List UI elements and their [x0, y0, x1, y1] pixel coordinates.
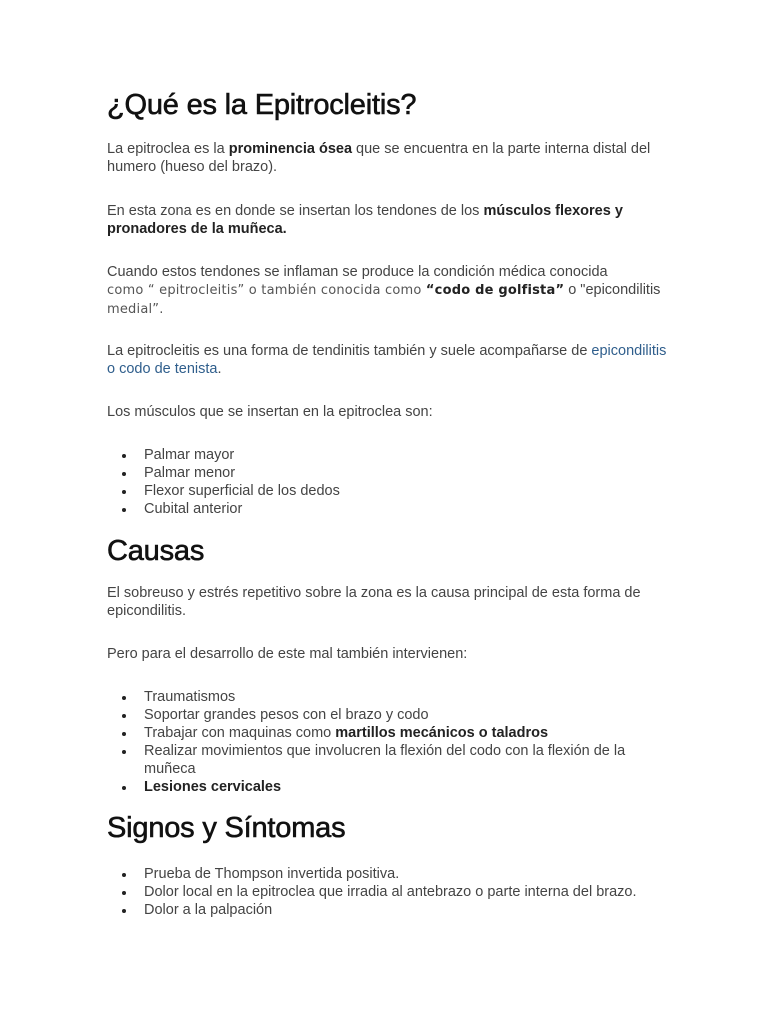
heading-signos: Signos y Síntomas: [107, 812, 346, 844]
link-epicondilitis[interactable]: epicondilitis o codo de tenista: [107, 343, 667, 377]
list-item: Trabajar con maquinas como martillos mecánicos o taladros: [107, 724, 667, 742]
paragraph-zona: En esta zona es en donde se insertan los tendones de los músculos flexores y pronadores de la muñeca.: [107, 203, 623, 237]
list-item: Realizar movimientos que involucren la flexión del codo con la flexión de la muñeca: [107, 742, 667, 778]
alt-font-text: como “ epitrocleitis” o también conocida como “codo de golfista”: [107, 283, 565, 298]
list-item: Soportar grandes pesos con el brazo y codo: [107, 706, 667, 724]
bold-lesiones: Lesiones cervicales: [144, 779, 282, 795]
list-musculos: [107, 446, 667, 518]
paragraph-desarrollo: Pero para el desarrollo de este mal también intervienen:: [107, 646, 468, 662]
list-item: Dolor a la palpación: [107, 901, 667, 919]
list-item: Prueba de Thompson invertida positiva.: [107, 865, 667, 883]
list-item: Palmar menor: [107, 464, 667, 482]
paragraph-inflamacion: Cuando estos tendones se inflaman se produce la condición médica conocida como “ epitrocleitis” o también conocida como “codo de golfista” o "epicondilitis medial”.: [107, 264, 661, 317]
paragraph-musculos: Los músculos que se insertan en la epitroclea son:: [107, 404, 433, 420]
list-item: Flexor superficial de los dedos: [107, 482, 667, 500]
list-signos: [107, 865, 667, 919]
list-item: Traumatismos: [107, 688, 667, 706]
list-causas: [107, 688, 667, 796]
paragraph-tendinitis: La epitrocleitis es una forma de tendinitis también y suele acompañarse de epicondilitis o codo de tenista.: [107, 343, 667, 377]
paragraph-sobreuso: El sobreuso y estrés repetitivo sobre la zona es la causa principal de esta forma de epicondilitis.: [107, 585, 641, 619]
bold-martillos: martillos mecánicos o taladros: [335, 725, 549, 741]
bold-prominencia: prominencia ósea: [228, 141, 353, 157]
bold-codo-golfista: “codo de golfista”: [425, 283, 565, 298]
heading-causas: Causas: [107, 535, 205, 567]
bold-musculos: músculos flexores y pronadores de la muñeca.: [107, 203, 623, 237]
list-item: Cubital anterior: [107, 500, 667, 518]
paragraph-definicion: La epitroclea es la prominencia ósea que se encuentra en la parte interna distal del humero (hueso del brazo).: [107, 141, 651, 175]
list-item: [107, 778, 667, 796]
list-item: Dolor local en la epitroclea que irradia al antebrazo o parte interna del brazo.: [107, 883, 667, 901]
heading-que-es: ¿Qué es la Epitrocleitis?: [107, 89, 417, 121]
list-item: Palmar mayor: [107, 446, 667, 464]
